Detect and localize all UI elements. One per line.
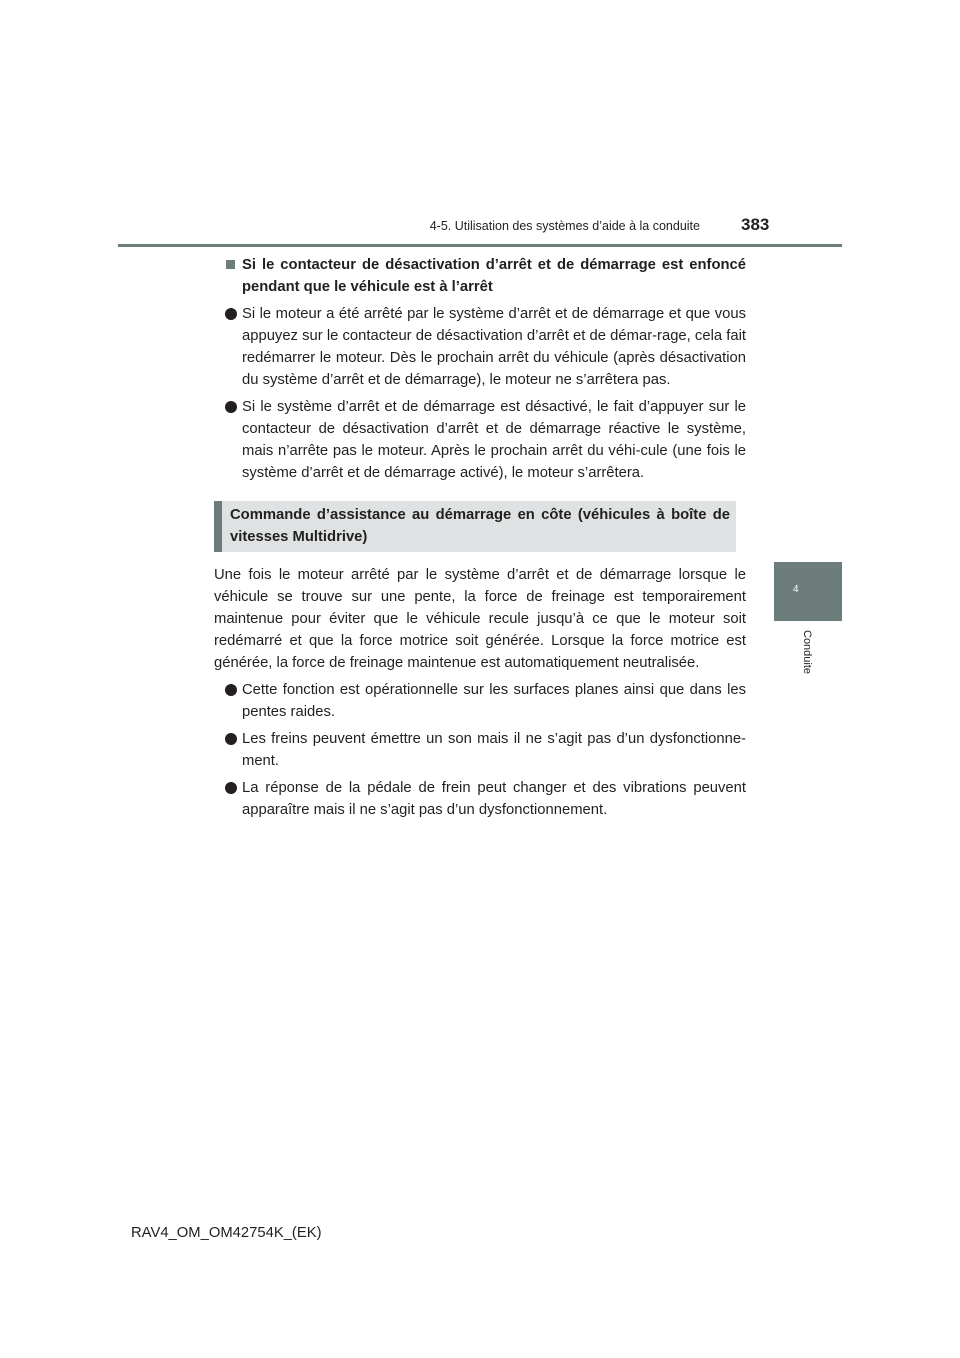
subsection-heading-text: Si le contacteur de désactivation d’arrêt et de démarrage est enfoncé pendant que le véhicule est à l’arrêt [242,257,746,295]
header-divider [118,244,842,247]
list-item [214,303,746,391]
list-item-text: Les freins peuvent émettre un son mais il ne s’agit pas d’un dysfonctionne-ment. [242,731,746,769]
list-item [214,777,746,821]
page-content [214,254,746,826]
page-number: 383 [741,215,770,234]
chapter-label: Conduite [801,630,813,675]
chapter-tab[interactable] [774,562,842,621]
header-section-title: 4-5. Utilisation des systèmes d’aide à la conduite [429,219,700,233]
list-item-text: Si le système d’arrêt et de démarrage est désactivé, le fait d’appuyer sur le contacteur de désactivation d’arrêt et de démarrage réactive le système, mais n’arrête pas le moteur. Après le prochain arrêt du véhi-cule (une fois le système d’arrêt et de démarrage activé), le moteur s’arrêtera. [242,399,746,481]
list-item [214,396,746,484]
document-code: RAV4_OM_OM42754K_(EK) [131,1225,322,1241]
subsection-heading [214,254,746,298]
bullet-dot-icon [225,733,237,745]
list-item-text: Cette fonction est opérationnelle sur les surfaces planes ainsi que dans les pentes raides. [242,682,746,720]
bullet-dot-icon [225,684,237,696]
section-title: Commande d’assistance au démarrage en côte (véhicules à boîte de vitesses Multidrive) [230,507,730,545]
list-item-text: Si le moteur a été arrêté par le système d’arrêt et de démarrage et que vous appuyez sur le contacteur de désactivation d’arrêt et de démar-rage, cela fait redémarrer le moteur. Dès le prochain arrêt du véhicule (après désactivation du système d’arrêt et de démarrage), le moteur ne s’arrêtera pas. [242,306,746,388]
chapter-number: 4 [793,584,799,595]
list-item [214,728,746,772]
list-item-text: La réponse de la pédale de frein peut changer et des vibrations peuvent apparaître mais il ne s’agit pas d’un dysfonctionnement. [242,780,746,818]
bullet-dot-icon [225,401,237,413]
bullet-dot-icon [225,782,237,794]
bullet-dot-icon [225,308,237,320]
body-paragraph: Une fois le moteur arrêté par le système d’arrêt et de démarrage lorsque le véhicule se trouve sur une pente, la force de freinage est temporairement maintenue pour éviter que le véhicule recule jusqu’à ce que le moteur soit redémarré et que la force motrice soit générée. Lorsque la force motrice est générée, la force de freinage maintenue est automatiquement neutralisée. [214,567,746,671]
subsection-bullet-list [214,303,746,484]
square-bullet-icon [226,260,235,269]
section-title-box [214,501,736,552]
section-bullet-list [214,679,746,821]
list-item [214,679,746,723]
